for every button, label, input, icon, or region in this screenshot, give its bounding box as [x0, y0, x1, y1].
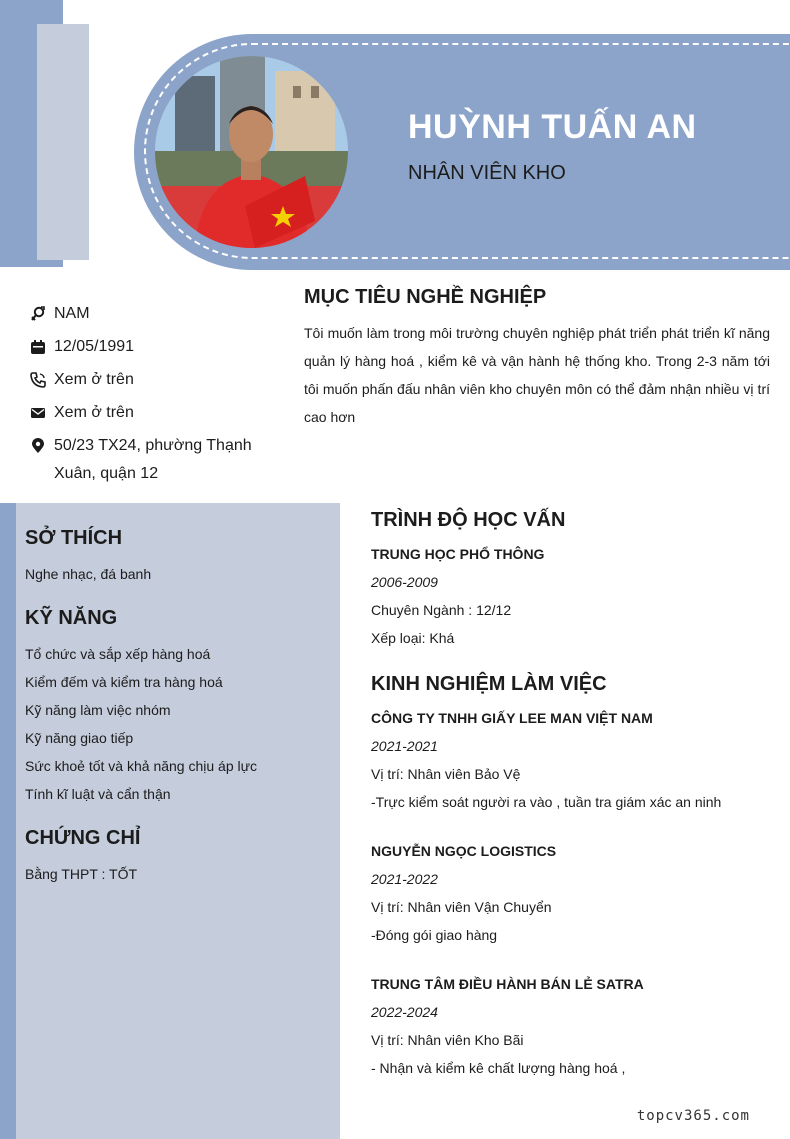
job-description: -Trực kiểm soát người ra vào , tuần tra giám xác an ninh: [371, 794, 722, 810]
location-pin-icon: [30, 438, 46, 454]
address-value: 50/23 TX24, phường Thạnh Xuân, quận 12: [54, 437, 252, 482]
phone-icon: [30, 372, 46, 388]
skill-item: Kỹ năng giao tiếp: [25, 730, 134, 746]
calendar-icon: [30, 339, 46, 355]
phone-value: Xem ở trên: [54, 371, 134, 388]
main-content: [371, 506, 781, 1082]
watermark: topcv365.com: [636, 1108, 750, 1124]
hobbies-text: Nghe nhạc, đá banh: [25, 566, 152, 582]
education-period: 2006-2009: [371, 574, 438, 590]
job-company: CÔNG TY TNHH GIẤY LEE MAN VIỆT NAM: [371, 710, 653, 726]
skill-item: Sức khoẻ tốt và khả năng chịu áp lực: [25, 758, 257, 774]
skill-item: Kiểm đếm và kiểm tra hàng hoá: [25, 674, 223, 690]
skills-list: [25, 640, 335, 808]
birthday-value: 12/05/1991: [54, 338, 135, 355]
side-panel-stripe: [0, 503, 16, 1139]
job-company: NGUYỄN NGỌC LOGISTICS: [371, 843, 557, 859]
personal-info: [30, 300, 270, 493]
job-description: - Nhận và kiểm kê chất lượng hàng hoá ,: [371, 1060, 626, 1076]
job-period: 2021-2021: [371, 738, 438, 754]
left-accent-inner: [37, 24, 89, 260]
objective-title: MỤC TIÊU NGHỀ NGHIỆP: [304, 286, 547, 308]
candidate-role: NHÂN VIÊN KHO: [408, 162, 566, 184]
job-position: Vị trí: Nhân viên Kho Bãi: [371, 1032, 524, 1048]
email-icon: [30, 405, 46, 421]
birthday-row: [30, 333, 270, 361]
side-content: [25, 524, 335, 888]
job-position: Vị trí: Nhân viên Vận Chuyển: [371, 899, 552, 915]
gender-icon: [30, 306, 46, 322]
job-period: 2021-2022: [371, 871, 438, 887]
experience-title: KINH NGHIỆM LÀM VIỆC: [371, 673, 607, 695]
objective-section: [304, 286, 770, 431]
candidate-name: HUỲNH TUẤN AN: [408, 108, 697, 146]
gender-row: [30, 300, 270, 328]
experience-job: [371, 704, 781, 816]
job-description: -Đóng gói giao hàng: [371, 927, 498, 943]
education-grade: Xếp loại: Khá: [371, 630, 455, 646]
address-row: [30, 432, 270, 488]
email-row: [30, 399, 270, 427]
objective-text: Tôi muốn làm trong môi trường chuyên nghiệp phát triển phát triển kĩ năng quản lý hàng hoá , kiểm kê và vận hành hệ thống kho. Trong 2-3 năm tới tôi muốn phấn đấu nhân viên kho chuyên môn có thể đảm nhận nhiều vị trí cao hơn: [304, 325, 770, 425]
experience-job: [371, 837, 781, 949]
gender-value: NAM: [54, 305, 90, 322]
skill-item: Tổ chức và sắp xếp hàng hoá: [25, 646, 211, 662]
job-company: TRUNG TÂM ĐIỀU HÀNH BÁN LẺ SATRA: [371, 976, 644, 992]
education-school: TRUNG HỌC PHỔ THÔNG: [371, 546, 545, 562]
email-value: Xem ở trên: [54, 404, 134, 421]
skill-item: Tính kĩ luật và cẩn thận: [25, 786, 171, 802]
avatar: [155, 56, 348, 248]
job-period: 2022-2024: [371, 1004, 438, 1020]
skills-title: KỸ NĂNG: [25, 607, 118, 629]
education-major: Chuyên Ngành : 12/12: [371, 602, 512, 618]
phone-row: [30, 366, 270, 394]
skill-item: Kỹ năng làm việc nhóm: [25, 702, 171, 718]
job-position: Vị trí: Nhân viên Bảo Vệ: [371, 766, 521, 782]
experience-job: [371, 970, 781, 1082]
avatar-photo: [155, 56, 348, 248]
certificates-title: CHỨNG CHỈ: [25, 827, 141, 849]
hobbies-title: SỞ THÍCH: [25, 527, 123, 549]
education-title: TRÌNH ĐỘ HỌC VẤN: [371, 509, 566, 531]
certificates-text: Bằng THPT : TỐT: [25, 866, 138, 882]
